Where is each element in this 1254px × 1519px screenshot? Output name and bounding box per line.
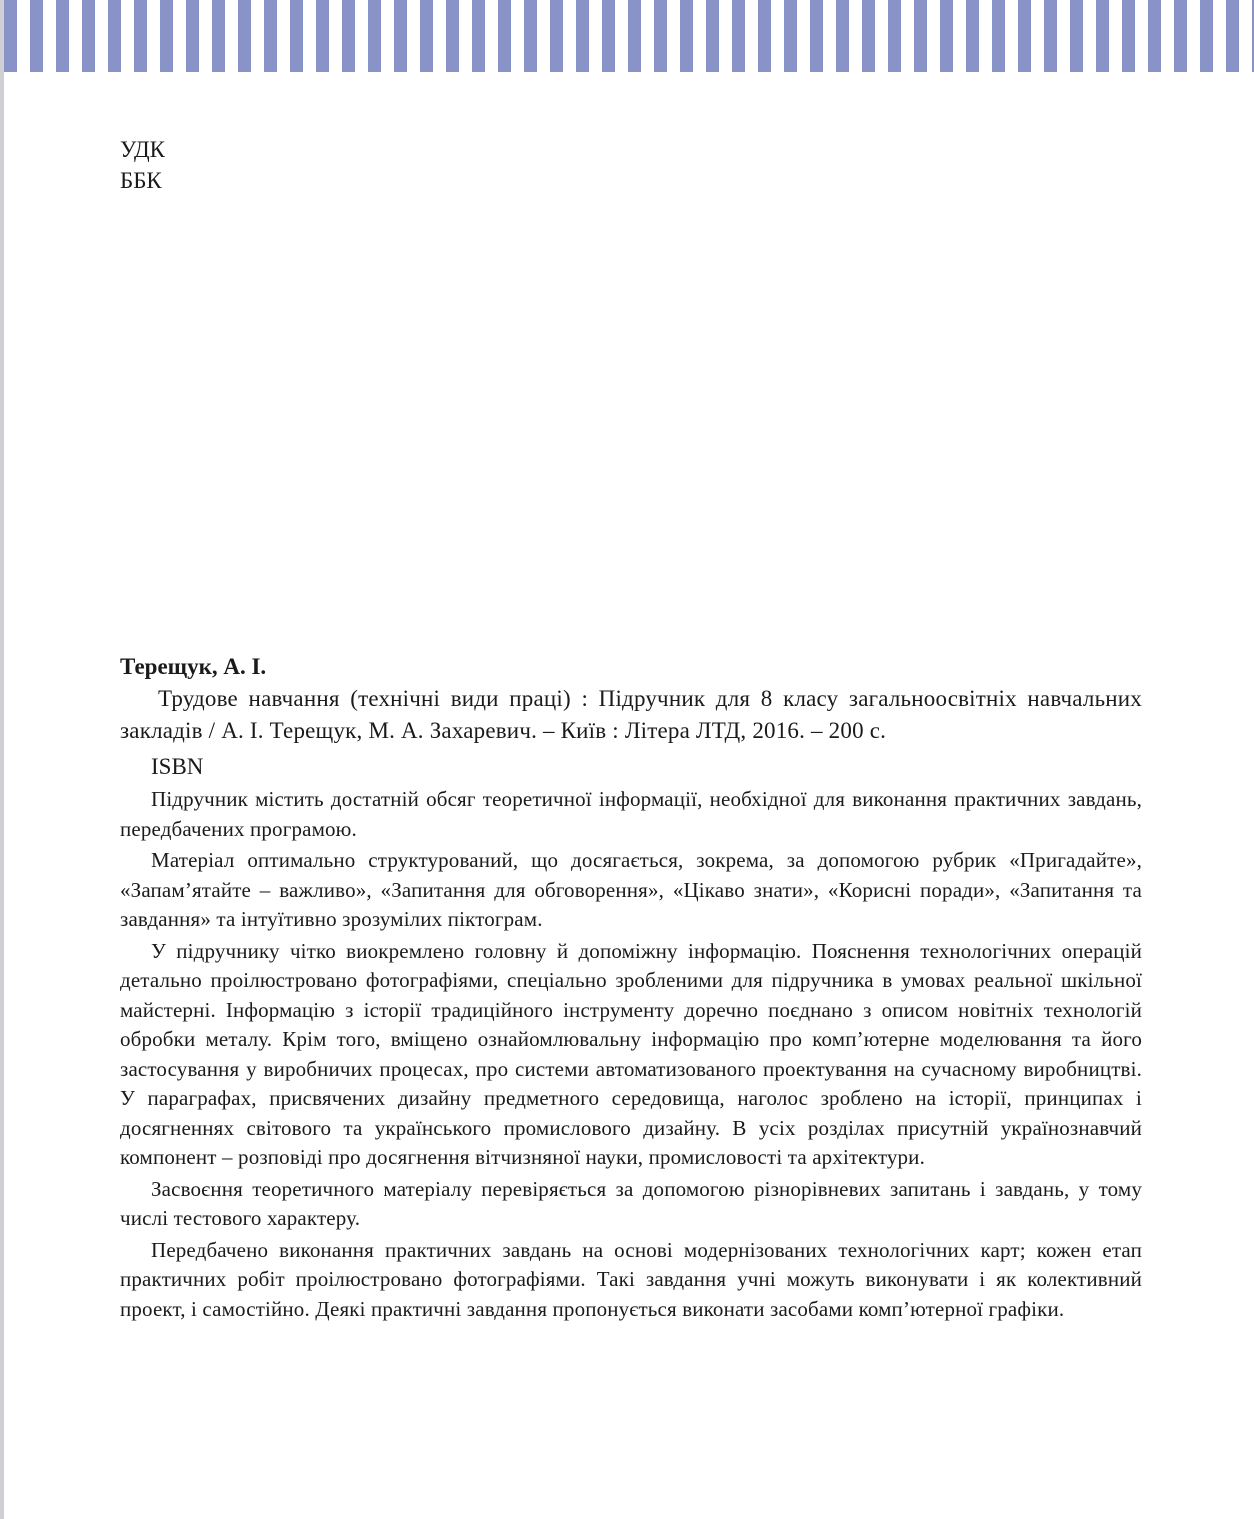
annotation-paragraph: Матеріал оптимально структурований, що досягається, зокрема, за допомогою рубрик «Пригадайте», «Запам’ятайте – важливо», «Запитання для обговорення», «Цікаво знати», «Корисні поради», «Запитання та завдання» та інтуїтивно зрозумілих піктограм.: [120, 848, 1142, 931]
bibliographic-entry: Трудове навчання (технічні види праці) : Підручник для 8 класу загальноосвітніх навчальних закладів / А. І. Терещук, М. А. Захаревич. – Київ : Літера ЛТД, 2016. – 200 с.: [120, 686, 1142, 743]
page-edge: [0, 0, 4, 1519]
annotation-paragraph: Підручник містить достатній обсяг теоретичної інформації, необхідної для виконання практичних завдань, передбачених програмою.: [120, 787, 1142, 841]
catalog-card: [120, 651, 1142, 1324]
classification-codes: [120, 134, 165, 196]
annotation-paragraph: Засвоєння теоретичного матеріалу перевіряється за допомогою різнорівневих запитань і завдань, у тому числі тестового характеру.: [120, 1176, 1142, 1230]
decorative-stripe-band: [4, 0, 1254, 72]
author-heading: Терещук, А. І.: [120, 654, 267, 679]
annotation-paragraph: Передбачено виконання практичних завдань на основі модернізованих технологічних карт; кожен етап практичних робіт проілюстровано фотографіями. Такі завдання учні можуть виконувати і як колективний проект, і самостійно. Деякі практичні завдання пропонується виконати засобами комп’ютерної графіки.: [120, 1237, 1142, 1321]
bbk-label: ББК: [120, 168, 162, 193]
annotation-paragraph: У підручнику чітко виокремлено головну й допоміжну інформацію. Пояснення технологічних операцій детально проілюстровано фотографіями, спеціально зробленими для підручника в умовах реальної шкільної майстерні. Інформацію з історії традиційного інструменту доречно поєднано з описом новітніх технологій обробки металу. Крім того, вміщено ознайомлювальну інформацію про комп’ютерне моделювання та його застосування у виробничих процесах, про системи автоматизованого проектування на сучасному виробництві. У параграфах, присвячених дизайну предметного середовища, наголос зроблено на історії, принципах і досягненнях світового та українського промислового дизайну. В усіх розділах присутній українознавчий компонент – розповіді про досягнення вітчизняної науки, промисловості та архітектури.: [120, 938, 1142, 1169]
udc-label: УДК: [120, 137, 165, 162]
isbn-label: ISBN: [151, 754, 204, 779]
